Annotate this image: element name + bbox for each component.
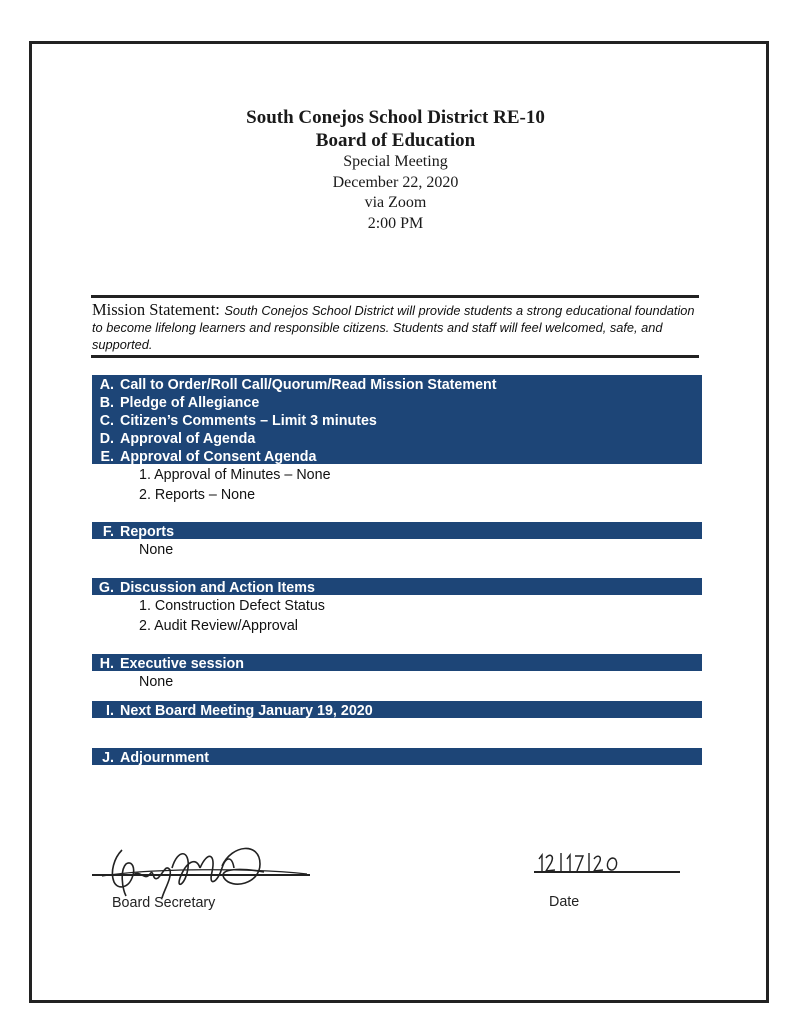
agenda-item-c: C. Citizen’s Comments – Limit 3 minutes: [99, 413, 377, 429]
e-sub-item-1: 1. Approval of Minutes – None: [139, 467, 331, 483]
meeting-type: Special Meeting: [343, 153, 448, 170]
bottom-rule: [91, 355, 699, 358]
agenda-item-i: I. Next Board Meeting January 19, 2020: [92, 701, 702, 718]
g-sub-item-1: 1. Construction Defect Status: [139, 598, 325, 614]
meeting-time: 2:00 PM: [367, 214, 424, 232]
meeting-location: via Zoom: [364, 194, 427, 211]
agenda-item-g: G. Discussion and Action Items: [92, 578, 702, 595]
h-note: None: [139, 674, 174, 690]
f-note: None: [139, 542, 174, 558]
agenda-item-b: B. Pledge of Allegiance: [99, 395, 260, 411]
agenda-item-h: H. Executive session: [92, 654, 702, 671]
district-title: South Conejos School District RE-10: [246, 107, 545, 128]
top-rule: [91, 295, 699, 298]
handwritten-date: [537, 851, 627, 873]
agenda-item-d: D. Approval of Agenda: [99, 431, 256, 447]
date-label: Date: [549, 894, 580, 910]
secretary-signature-line: [92, 874, 310, 876]
meeting-date: December 22, 2020: [332, 173, 459, 191]
agenda-item-a: A. Call to Order/Roll Call/Quorum/Read Mission Statement: [99, 377, 497, 393]
agenda-item-f: F. Reports: [92, 522, 702, 539]
mission-label: Mission Statement:: [92, 300, 220, 319]
mission-text: South Conejos School District will provide students a strong educational foundation to become lifelong learners and responsible citizens. Students and staff will feel welcomed, safe, and supported.: [92, 303, 695, 352]
agenda-item-j: J. Adjournment: [92, 748, 702, 765]
date-line: [534, 871, 680, 873]
e-sub-item-2: 2. Reports – None: [139, 487, 256, 503]
g-sub-item-2: 2. Audit Review/Approval: [139, 618, 298, 634]
mission-statement: [92, 301, 702, 353]
secretary-label: Board Secretary: [112, 895, 216, 911]
document-header: [0, 106, 791, 234]
agenda-block-a-e: [92, 375, 702, 464]
board-title: Board of Education: [315, 130, 476, 151]
agenda-item-e: E. Approval of Consent Agenda: [100, 449, 317, 465]
